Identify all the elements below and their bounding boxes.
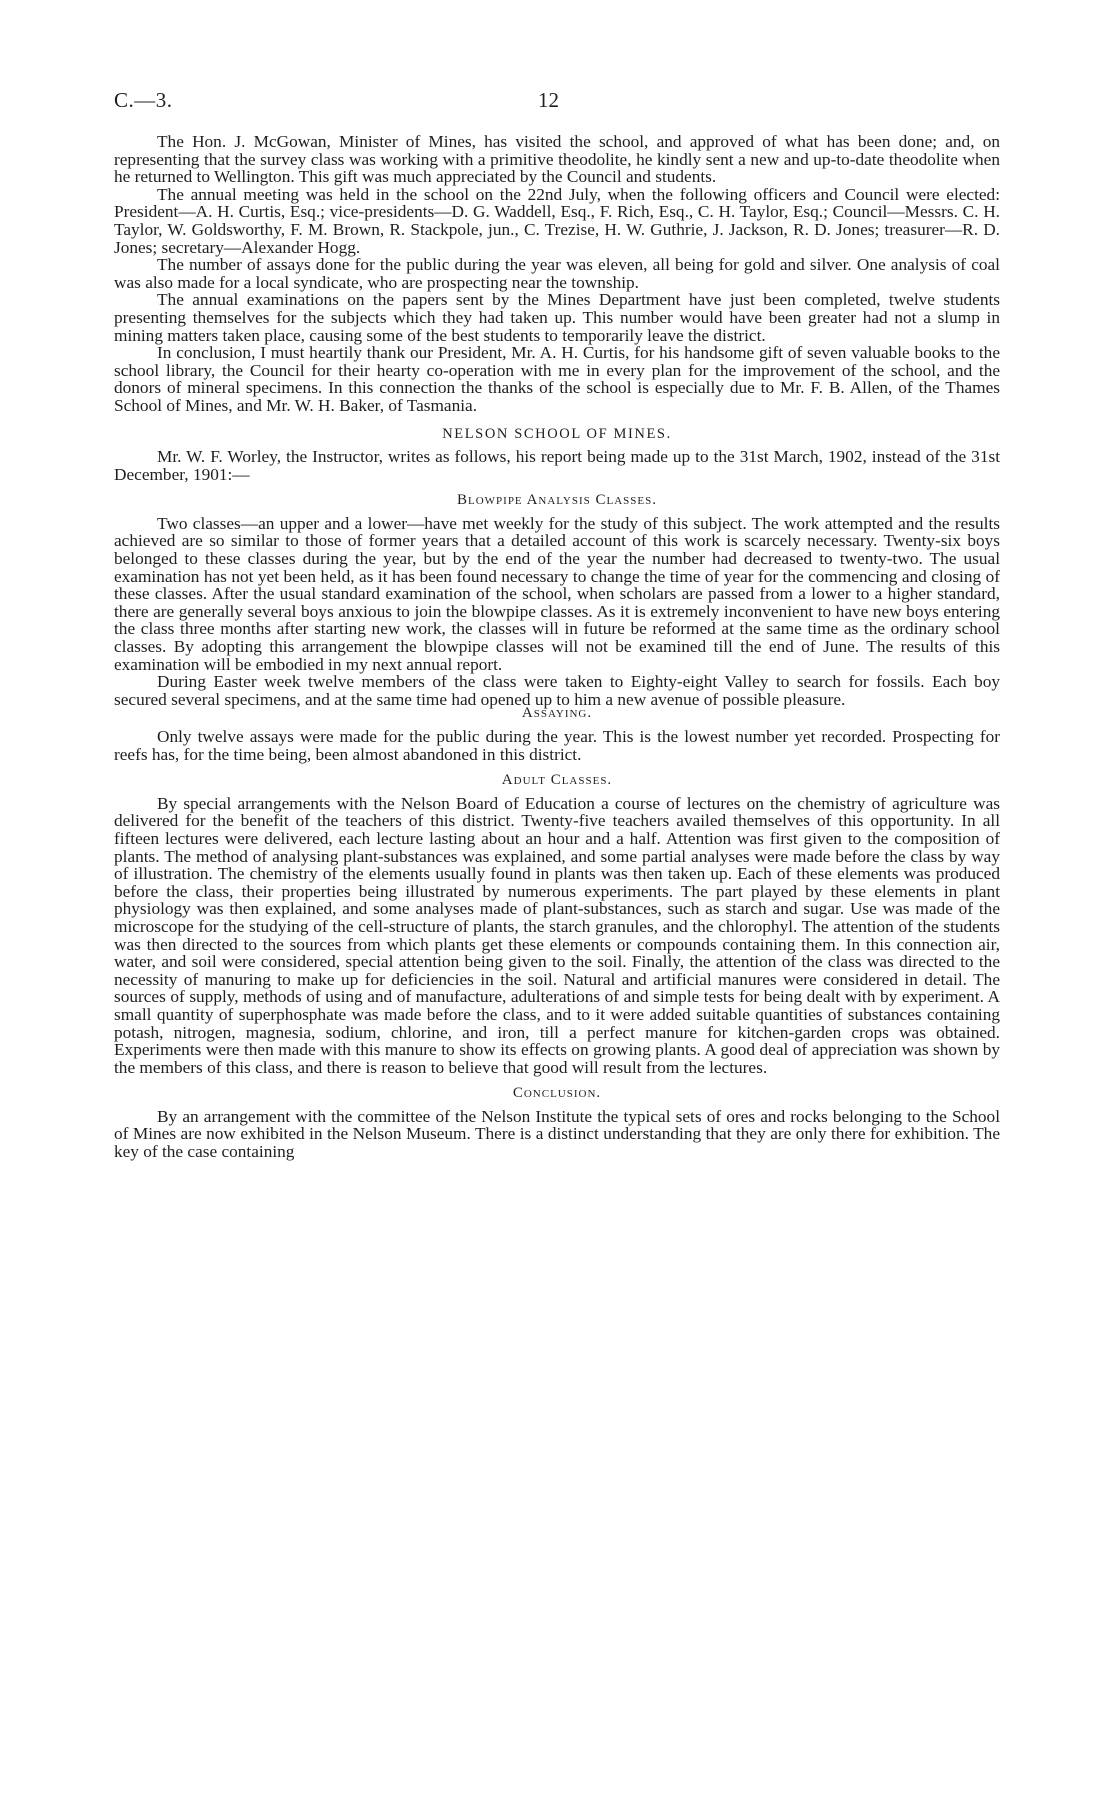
document-reference: C.—3. <box>114 88 173 112</box>
paragraph: Two classes—an upper and a lower—have met weekly for the study of this subject. The work attempted and the results achieved are so similar to those of former years that a detailed account of this work is scarcely necessary. Twenty-six boys belonged to these classes during the year, but by the end of the year the number had decreased to twenty-two. The usual examination has not yet been held, as it has been found necessary to change the time of year for the commencing and closing of these classes. After the usual standard examination of the school, when scholars are passed from a lower to a higher standard, there are generally several boys anxious to join the blowpipe classes. As it is extremely inconvenient to have new boys entering the class three months after starting new work, the classes will in future be reformed at the same time as the ordinary school classes. By adopting this arrangement the blowpipe classes will not be examined till the end of June. The results of this examination will be embodied in my next annual report. <box>114 513 1000 674</box>
paragraph: The annual examinations on the papers sent by the Mines Department have just been completed, twelve students presenting themselves for the subjects which they had taken up. This number would have been greater had not a slump in mining matters taken place, causing some of the best students to temporarily leave the district. <box>114 290 1000 345</box>
paragraph: The annual meeting was held in the school on the 22nd July, when the following officers and Council were elected: President—A. H. Curtis, Esq.; vice-presidents—D. G. Waddell, Esq., F. Rich, Esq., C. H. Taylor, Esq.; Council—Messrs. C. H. Taylor, W. Goldsworthy, F. M. Brown, R. Stackpole, jun., C. Trezise, H. W. Guthrie, J. Jackson, R. D. Jones; treasurer—R. D. Jones; secretary—Alexander Hogg. <box>114 184 1000 257</box>
paragraph: Only twelve assays were made for the public during the year. This is the lowest number yet recorded. Prospecting for reefs has, for the time being, been almost abandoned in this district. <box>114 727 1000 764</box>
paragraph: The number of assays done for the public during the year was eleven, all being for gold and silver. One analysis of coal was also made for a local syndicate, who are prospecting near the township. <box>114 255 1000 292</box>
subsection-heading-blowpipe: Blowpipe Analysis Classes. <box>456 492 657 509</box>
subsection-heading-assaying: Assaying. <box>521 705 593 722</box>
subsection-heading-conclusion: Conclusion. <box>512 1085 602 1102</box>
page-body <box>114 133 1000 1161</box>
paragraph: By an arrangement with the committee of the Nelson Institute the typical sets of ores and rocks belonging to the School of Mines are now exhibited in the Nelson Museum. There is a distinct understanding that they are only there for exhibition. The key of the case containing <box>114 1106 1000 1162</box>
paragraph: During Easter week twelve members of the class were taken to Eighty-eight Valley to search for fossils. Each boy secured several specimens, and at the same time had opened up to him a new avenue of possible pleasure. <box>114 672 1000 709</box>
subsection-heading-adult-classes: Adult Classes. <box>501 772 613 789</box>
intro-paragraph: Mr. W. F. Worley, the Instructor, writes as follows, his report being made up to the 31st March, 1902, instead of the 31st December, 1901:— <box>114 447 1000 484</box>
page-number: 12 <box>538 88 559 112</box>
paragraph: The Hon. J. McGowan, Minister of Mines, has visited the school, and approved of what has been done; and, on representing that the survey class was working with a primitive theodolite, he kindly sent a new and up-to-date theodolite when he returned to Wellington. This gift was much appreciated by the Council and students. <box>114 132 1000 187</box>
section-title: NELSON SCHOOL OF MINES. <box>442 425 672 442</box>
paragraph: By special arrangements with the Nelson Board of Education a course of lectures on the chemistry of agriculture was delivered for the benefit of the teachers of this district. Twenty-five teachers availed themselves of this opportunity. In all fifteen lectures were delivered, each lecture lasting about an hour and a half. Attention was first given to the composition of plants. The method of analysing plant-substances was explained, and some partial analyses were made before the class by way of illustration. The chemistry of the elements usually found in plants was then taken up. Each of these elements was produced before the class, their properties being illustrated by numerous experiments. The part played by these elements in plant physiology was then explained, and some analyses made of plant-substances, such as starch and sugar. Use was made of the microscope for the studying of the cell-structure of plants, the starch granules, and the chlorophyl. The attention of the students was then directed to the sources from which plants get these elements or compounds containing them. In this connection air, water, and soil were considered, special attention being given to the soil. Finally, the attention of the class was directed to the necessity of manuring to make up for deficiencies in the soil. Natural and artificial manures were considered in detail. The sources of supply, methods of using and of manufacture, adulterations of and simple tests for being dealt with by experiment. A small quantity of superphosphate was made before the class, and to it were added suitable quantities of substances containing potash, nitrogen, magnesia, sodium, chlorine, and iron, till a perfect manure for kitchen-garden crops was obtained. Experiments were then made with this manure to show its effects on growing plants. A good deal of appreciation was shown by the members of this class, and there is reason to believe that good will result from the lectures. <box>114 793 1000 1077</box>
page-header <box>0 88 1114 118</box>
paragraph: In conclusion, I must heartily thank our President, Mr. A. H. Curtis, for his handsome gift of seven valuable books to the school library, the Council for their hearty co-operation with me in every plan for the improvement of the school, and the donors of mineral specimens. In this connection the thanks of the school is especially due to Mr. F. B. Allen, of the Thames School of Mines, and Mr. W. H. Baker, of Tasmania. <box>114 343 1000 415</box>
